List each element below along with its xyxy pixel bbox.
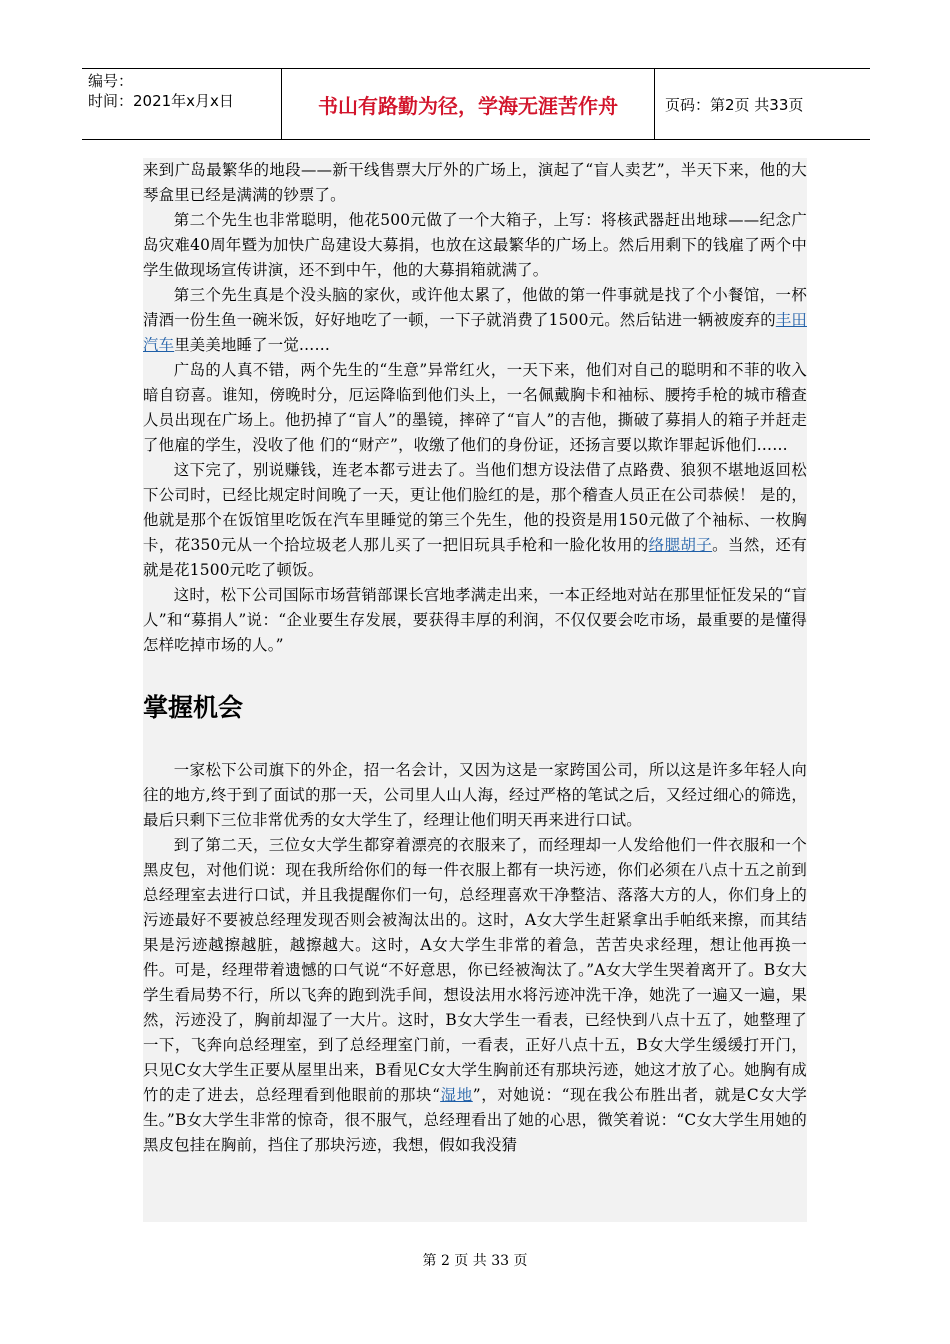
paragraph-text: 这下完了，别说赚钱，连老本都亏进去了。当他们想方设法借了点路费、狼狈不堪地返回松下公司时，已经比规定时间晚了一天，更让他们脸红的是，那个稽查人员正在公司恭候！ 是的，他就是那个在饭馆里吃饭在汽车里睡觉的第三个先生，他的投资是用150元做了个袖标、一枚胸卡，花350元从一个拾垃圾老人那儿买了一把旧玩具手枪和一脸化妆用的 [143,461,807,554]
paragraph [143,833,807,1158]
paragraph: 一家松下公司旗下的外企，招一名会计，又因为这是一家跨国公司，所以这是许多年轻人向往的地方,终于到了面试的那一天，公司里人山人海，经过严格的笔试之后，又经过细心的筛选，最后只剩下三位非常优秀的女大学生了，经理让他们明天再来进行口试。 [143,761,807,829]
document-date-label: 时间：2021年x月x日 [88,92,234,110]
paragraph: 来到广岛最繁华的地段——新干线售票大厅外的广场上，演起了“盲人卖艺”，半天下来，他的大琴盒里已经是满满的钞票了。 [143,161,807,204]
paragraph [143,458,807,583]
beard-link[interactable]: 络腮胡子 [648,536,713,554]
document-number-label: 编号： [88,72,134,90]
paragraph-text: ”，对她说：“现在我公布胜出者，就是C女大学生。”B女大学生非常的惊奇，很不服气，总经理看出了她的心思，微笑着说：“C女大学生用她的黑皮包挂在胸前，挡住了那块污迹，我想，假如我没猜 [143,1086,807,1154]
paragraph: 广岛的人真不错，两个先生的“生意”异常红火，一天下来，他们对自己的聪明和不菲的收入暗自窃喜。谁知，傍晚时分，厄运降临到他们头上，一名佩戴胸卡和袖标、腰挎手枪的城市稽查人员出现在广场上。他扔掉了“盲人”的墨镜，摔碎了“盲人”的吉他，撕破了募捐人的箱子并赶走了他雇的学生，没收了他 们的“财产”，收缴了他们的身份证，还扬言要以欺诈罪起诉他们…… [143,361,807,454]
page-footer: 第 2 页 共 33 页 [422,1253,528,1269]
paragraph-text: 里美美地睡了一觉…… [174,336,331,354]
paragraph: 第二个先生也非常聪明，他花500元做了一个大箱子，上写：将核武器赶出地球——纪念广岛灾难40周年暨为加快广岛建设大募捐，也放在这最繁华的广场上。然后用剩下的钱雇了两个中学生做现场宣传讲演，还不到中午，他的大募捐箱就满了。 [143,211,807,279]
paragraph-text: 到了第二天，三位女大学生都穿着漂亮的衣服来了，而经理却一人发给他们一件衣服和一个黑皮包，对他们说：现在我所给你们的每一件衣服上都有一块污迹，你们必须在八点十五之前到总经理室去进行口试，并且我提醒你们一句，总经理喜欢干净整洁、落落大方的人，你们身上的污迹最好不要被总经理发现否则会被淘汰出的。这时，A女大学生赶紧拿出手帕纸来擦，而其结果是污迹越擦越脏，越擦越大。这时，A女大学生非常的着急，苦苦央求经理，想让他再换一件。可是，经理带着遗憾的口气说“不好意思，你已经被淘汰了。”A女大学生哭着离开了。B女大学生看局势不行，所以飞奔的跑到洗手间，想设法用水将污迹冲洗干净，她洗了一遍又一遍，果然，污迹没了，胸前却湿了一大片。这时，B女大学生一看表，已经快到八点十五了，她整理了一下，飞奔向总经理室，到了总经理室门前，一看表，正好八点十五，B女大学生缓缓打开门，只见C女大学生正要从屋里出来，B看见C女大学生胸前还有那块污迹，她这才放了心。她胸有成竹的走了进去，总经理看到他眼前的那块“ [143,836,807,1104]
paragraph-text: 。当然，还有就是花1500元吃了顿饭。 [143,536,807,579]
section-heading: 掌握机会 [143,693,244,722]
paragraph [143,283,807,358]
paragraph-text: 第三个先生真是个没头脑的家伙，或许他太累了，他做的第一件事就是找了个小餐馆，一杯清酒一份生鱼一碗米饭，好好地吃了一顿，一下子就消费了1500元。然后钻进一辆被废弃的 [143,286,807,329]
header-motto: 书山有路勤为径，学海无涯苦作舟 [282,69,655,139]
document-body [143,158,807,1222]
page-header [82,68,870,140]
toyota-link[interactable]: 丰田汽车 [143,311,807,354]
header-page-info: 页码：第2页 共33页 [665,95,804,114]
wetland-link[interactable]: 湿地 [440,1086,473,1104]
paragraph: 这时，松下公司国际市场营销部课长宫地孝满走出来，一本正经地对站在那里怔怔发呆的“盲人”和“募捐人”说：“企业要生存发展，要获得丰厚的利润，不仅仅要会吃市场，最重要的是懂得怎样吃掉市场的人。” [143,586,807,654]
header-meta [82,69,282,139]
